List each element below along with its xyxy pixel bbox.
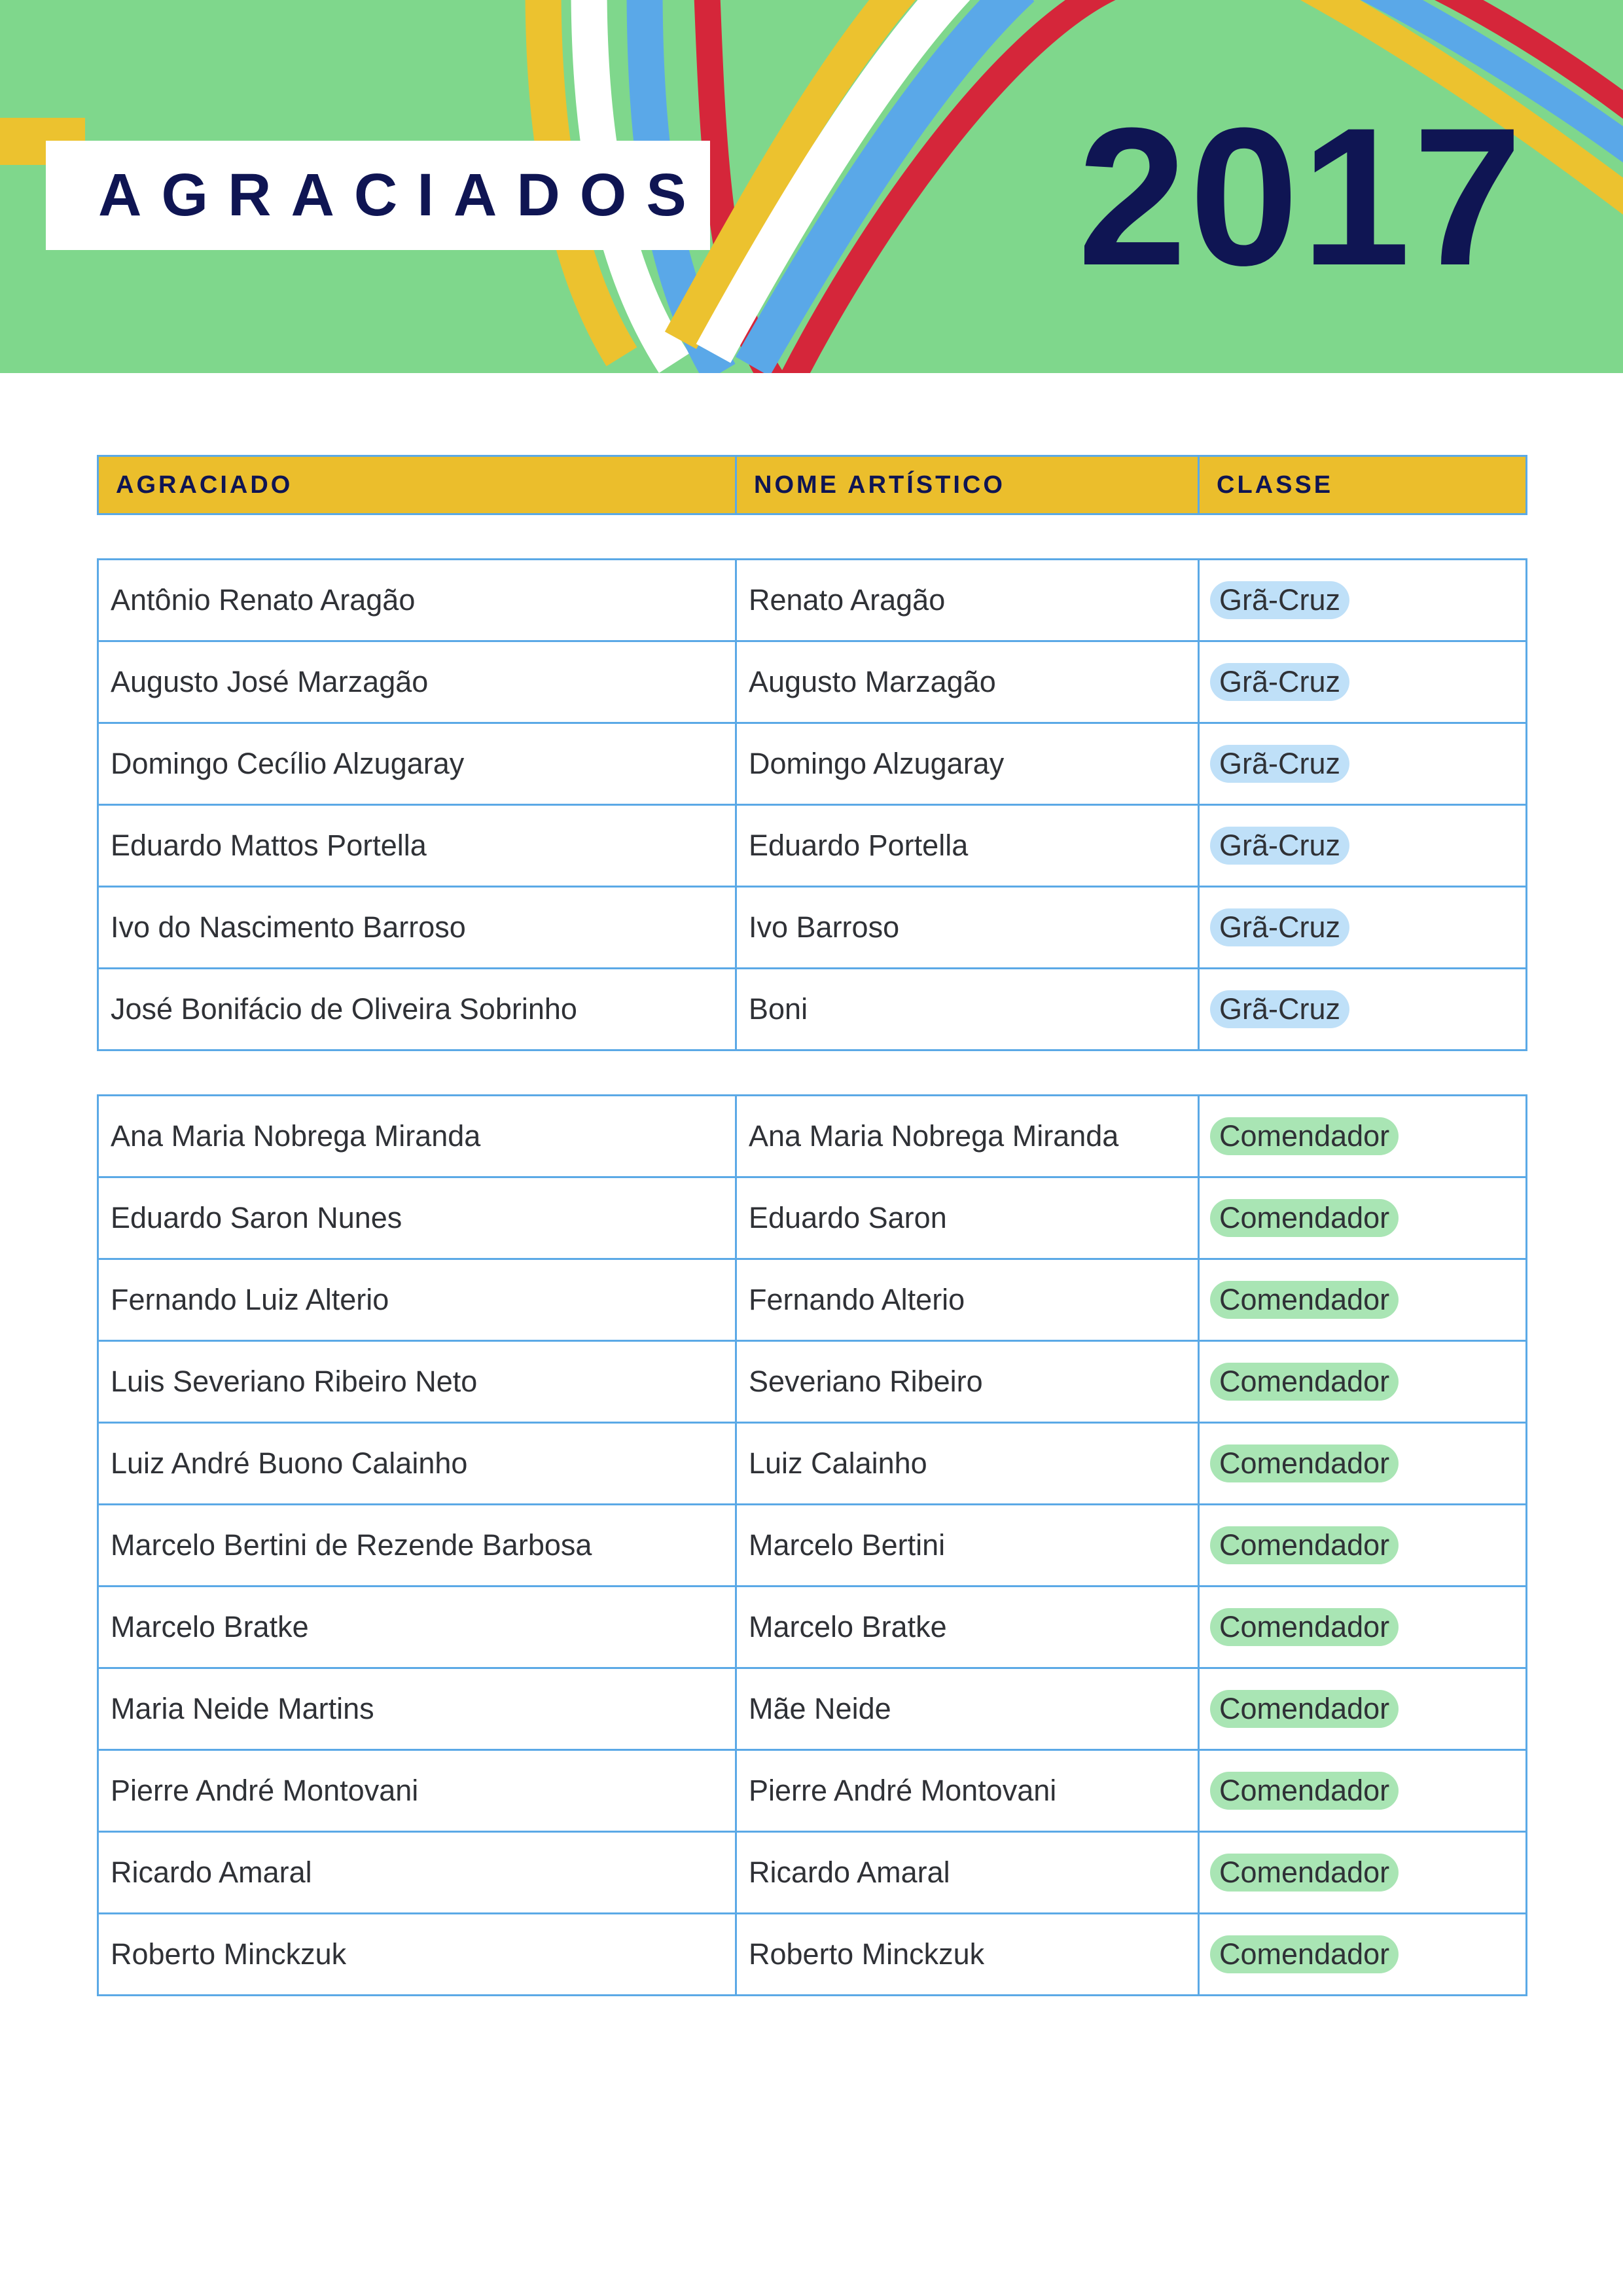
cell-classe [1200, 1833, 1525, 1912]
cell-classe [1200, 642, 1525, 722]
classe-badge: Comendador [1210, 1854, 1399, 1892]
cell-nome-artistico: Fernando Alterio [737, 1260, 1200, 1340]
cell-agraciado: Eduardo Mattos Portella [99, 806, 737, 886]
cell-nome-artistico: Severiano Ribeiro [737, 1342, 1200, 1422]
cell-agraciado: Pierre André Montovani [99, 1751, 737, 1831]
cell-agraciado: José Bonifácio de Oliveira Sobrinho [99, 969, 737, 1049]
cell-agraciado: Domingo Cecílio Alzugaray [99, 724, 737, 804]
table-row [99, 560, 1525, 642]
classe-badge: Grã-Cruz [1210, 990, 1349, 1028]
table-row [99, 969, 1525, 1051]
column-header-classe: CLASSE [1217, 471, 1334, 499]
classe-badge: Comendador [1210, 1199, 1399, 1237]
cell-agraciado: Marcelo Bertini de Rezende Barbosa [99, 1505, 737, 1585]
table-row [99, 806, 1525, 888]
cell-nome-artistico: Roberto Minckzuk [737, 1914, 1200, 1994]
cell-nome-artistico: Augusto Marzagão [737, 642, 1200, 722]
classe-badge: Comendador [1210, 1363, 1399, 1401]
table-row [99, 1096, 1525, 1178]
table-row [99, 1505, 1525, 1587]
cell-nome-artistico: Marcelo Bratke [737, 1587, 1200, 1667]
table-row [99, 1914, 1525, 1996]
cell-classe [1200, 1914, 1525, 1994]
cell-classe [1200, 1260, 1525, 1340]
table-row [99, 724, 1525, 806]
cell-nome-artistico: Eduardo Portella [737, 806, 1200, 886]
table-row [99, 1178, 1525, 1260]
table-row [99, 642, 1525, 724]
cell-nome-artistico: Domingo Alzugaray [737, 724, 1200, 804]
classe-badge: Grã-Cruz [1210, 745, 1349, 783]
cell-agraciado: Ana Maria Nobrega Miranda [99, 1096, 737, 1176]
table-row [99, 1833, 1525, 1914]
cell-agraciado: Eduardo Saron Nunes [99, 1178, 737, 1258]
table-row [99, 1342, 1525, 1424]
classe-badge: Comendador [1210, 1526, 1399, 1564]
cell-nome-artistico: Luiz Calainho [737, 1424, 1200, 1503]
cell-nome-artistico: Marcelo Bertini [737, 1505, 1200, 1585]
cell-classe [1200, 1751, 1525, 1831]
cell-nome-artistico: Ricardo Amaral [737, 1833, 1200, 1912]
classe-badge: Grã-Cruz [1210, 581, 1349, 619]
classe-badge: Comendador [1210, 1690, 1399, 1728]
table-row [99, 1587, 1525, 1669]
cell-agraciado: Augusto José Marzagão [99, 642, 737, 722]
cell-nome-artistico: Eduardo Saron [737, 1178, 1200, 1258]
cell-classe [1200, 1424, 1525, 1503]
cell-agraciado: Marcelo Bratke [99, 1587, 737, 1667]
cell-agraciado: Ricardo Amaral [99, 1833, 737, 1912]
header-banner [0, 0, 1623, 373]
cell-classe [1200, 1505, 1525, 1585]
year-label: 2017 [1077, 86, 1525, 306]
cell-classe [1200, 888, 1525, 967]
cell-classe [1200, 560, 1525, 640]
column-header-agraciado: AGRACIADO [99, 457, 737, 513]
cell-classe [1200, 1587, 1525, 1667]
cell-classe [1200, 1342, 1525, 1422]
classe-badge: Comendador [1210, 1608, 1399, 1646]
cell-classe [1200, 1669, 1525, 1749]
cell-agraciado: Roberto Minckzuk [99, 1914, 737, 1994]
table-header [97, 455, 1527, 515]
cell-agraciado: Ivo do Nascimento Barroso [99, 888, 737, 967]
cell-nome-artistico: Mãe Neide [737, 1669, 1200, 1749]
classe-badge: Comendador [1210, 1444, 1399, 1482]
classe-badge: Grã-Cruz [1210, 908, 1349, 946]
cell-agraciado: Luis Severiano Ribeiro Neto [99, 1342, 737, 1422]
table-row [99, 1424, 1525, 1505]
table-row [99, 1669, 1525, 1751]
table-row [99, 888, 1525, 969]
classe-badge: Comendador [1210, 1117, 1399, 1155]
classe-badge: Comendador [1210, 1935, 1399, 1973]
table-group-comendador [97, 1094, 1527, 1996]
cell-nome-artistico: Ana Maria Nobrega Miranda [737, 1096, 1200, 1176]
table-group-gra-cruz [97, 558, 1527, 1051]
column-header-nome-artistico: NOME ARTÍSTICO [737, 457, 1200, 513]
cell-classe [1200, 1096, 1525, 1176]
cell-classe [1200, 724, 1525, 804]
cell-agraciado: Antônio Renato Aragão [99, 560, 737, 640]
page-title: AGRACIADOS [98, 162, 706, 228]
cell-agraciado: Fernando Luiz Alterio [99, 1260, 737, 1340]
cell-classe [1200, 1178, 1525, 1258]
cell-nome-artistico: Boni [737, 969, 1200, 1049]
classe-badge: Grã-Cruz [1210, 663, 1349, 701]
cell-agraciado: Luiz André Buono Calainho [99, 1424, 737, 1503]
cell-classe [1200, 969, 1525, 1049]
classe-badge: Comendador [1210, 1281, 1399, 1319]
table-row [99, 1260, 1525, 1342]
cell-classe [1200, 806, 1525, 886]
cell-nome-artistico: Ivo Barroso [737, 888, 1200, 967]
cell-nome-artistico: Pierre André Montovani [737, 1751, 1200, 1831]
title-box [46, 141, 710, 250]
cell-agraciado: Maria Neide Martins [99, 1669, 737, 1749]
classe-badge: Grã-Cruz [1210, 827, 1349, 865]
cell-nome-artistico: Renato Aragão [737, 560, 1200, 640]
table-row [99, 1751, 1525, 1833]
classe-badge: Comendador [1210, 1772, 1399, 1810]
